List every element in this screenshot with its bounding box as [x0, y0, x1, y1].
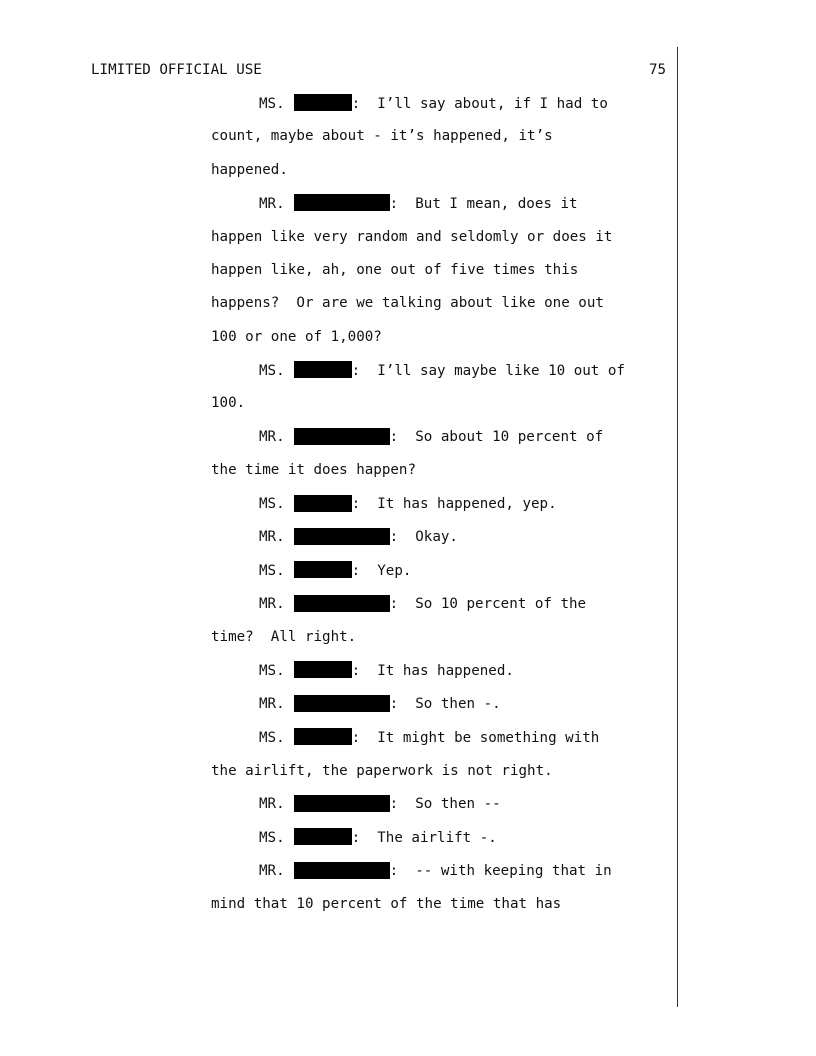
speaker-title: MS.: [259, 496, 285, 513]
transcript-line: [0, 329, 677, 349]
speaker-title: MR.: [259, 863, 285, 880]
speaker-remark: : So then -.: [389, 696, 501, 713]
line-text: 100.: [211, 395, 246, 412]
transcript-line: [0, 863, 677, 883]
redaction-box: [294, 94, 352, 111]
speaker-title: MR.: [259, 796, 285, 813]
line-text: [259, 529, 458, 546]
line-text: [259, 362, 625, 379]
right-margin-rule: [677, 47, 678, 1007]
speaker-remark: : It has happened.: [351, 662, 514, 679]
line-text: [259, 829, 497, 846]
transcript-line: [0, 195, 677, 215]
speaker-title: MS.: [259, 95, 285, 112]
line-text: count, maybe about - it’s happened, it’s: [211, 128, 553, 145]
redaction-box: [294, 862, 390, 879]
transcript-line: [0, 529, 677, 549]
redaction-box: [294, 828, 352, 845]
transcript-line: [0, 629, 677, 649]
speaker-title: MS.: [259, 562, 285, 579]
line-text: [259, 729, 599, 746]
speaker-title: MS.: [259, 829, 285, 846]
line-text: the time it does happen?: [211, 462, 416, 479]
speaker-remark: : Okay.: [389, 529, 458, 546]
transcript-line: [0, 662, 677, 682]
speaker-title: MS.: [259, 362, 285, 379]
redaction-box: [294, 561, 352, 578]
redaction-box: [294, 495, 352, 512]
speaker-remark: : It has happened, yep.: [351, 496, 557, 513]
speaker-remark: : So about 10 percent of: [389, 429, 604, 446]
line-text: happened.: [211, 161, 288, 178]
speaker-title: MR.: [259, 529, 285, 546]
speaker-remark: : The airlift -.: [351, 829, 497, 846]
redaction-box: [294, 595, 390, 612]
speaker-remark: : I’ll say maybe like 10 out of: [351, 362, 625, 379]
line-text: happen like, ah, one out of five times this: [211, 261, 579, 278]
speaker-title: MR.: [259, 429, 285, 446]
redaction-box: [294, 728, 352, 745]
transcript-line: [0, 128, 677, 148]
transcript-line: [0, 462, 677, 482]
transcript-line: [0, 562, 677, 582]
line-text: [259, 696, 501, 713]
transcript-line: [0, 796, 677, 816]
transcript-line: [0, 395, 677, 415]
redaction-box: [294, 661, 352, 678]
speaker-remark: : -- with keeping that in: [389, 863, 612, 880]
line-text: [259, 596, 586, 613]
transcript-line: [0, 729, 677, 749]
transcript-line: [0, 429, 677, 449]
line-text: [259, 796, 501, 813]
line-text: time? All right.: [211, 629, 357, 646]
line-text: [259, 662, 514, 679]
speaker-remark: : But I mean, does it: [389, 195, 578, 212]
line-text: 100 or one of 1,000?: [211, 328, 382, 345]
transcript-line: [0, 262, 677, 282]
speaker-remark: : So then --: [389, 796, 501, 813]
transcript-line: [0, 229, 677, 249]
redaction-box: [294, 428, 390, 445]
transcript-line: [0, 362, 677, 382]
transcript-line: [0, 829, 677, 849]
speaker-title: MS.: [259, 662, 285, 679]
redaction-box: [294, 194, 390, 211]
redaction-box: [294, 528, 390, 545]
redaction-box: [294, 361, 352, 378]
speaker-title: MR.: [259, 696, 285, 713]
speaker-remark: : Yep.: [351, 562, 412, 579]
line-text: [259, 429, 603, 446]
speaker-title: MR.: [259, 195, 285, 212]
line-text: [259, 496, 557, 513]
line-text: [259, 195, 578, 212]
line-text: the airlift, the paperwork is not right.: [211, 762, 553, 779]
transcript-line: [0, 295, 677, 315]
redaction-box: [294, 795, 390, 812]
line-text: happens? Or are we talking about like one out: [211, 295, 604, 312]
line-text: mind that 10 percent of the time that has: [211, 896, 562, 913]
line-text: [259, 863, 612, 880]
transcript-line: [0, 162, 677, 182]
speaker-title: MR.: [259, 596, 285, 613]
transcript-line: [0, 596, 677, 616]
transcript-line: [0, 763, 677, 783]
speaker-remark: : So 10 percent of the: [389, 596, 587, 613]
speaker-remark: : It might be something with: [351, 729, 600, 746]
speaker-remark: : I’ll say about, if I had to: [351, 95, 608, 112]
transcript-line: [0, 896, 677, 916]
classification-header: LIMITED OFFICIAL USE: [91, 62, 262, 78]
speaker-title: MS.: [259, 729, 285, 746]
page-number: 75: [649, 62, 667, 78]
transcript-line: [0, 496, 677, 516]
transcript-line: [0, 95, 677, 115]
line-text: happen like very random and seldomly or does it: [211, 228, 613, 245]
line-text: [259, 562, 411, 579]
line-text: [259, 95, 608, 112]
transcript-line: [0, 696, 677, 716]
redaction-box: [294, 695, 390, 712]
